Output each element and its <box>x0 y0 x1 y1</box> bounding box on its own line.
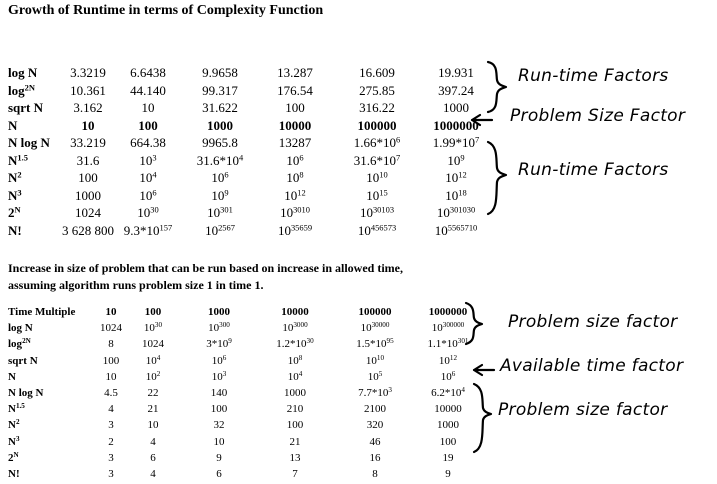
table-cell: 33.219 <box>70 135 106 150</box>
row-label: N log N <box>8 387 44 399</box>
table-cell: 210 <box>286 403 304 416</box>
table-cell: $31.6*10^4$ <box>196 151 244 168</box>
table-cell: 100 <box>144 306 162 318</box>
table-cell: $10^6$ <box>286 151 304 168</box>
table-cell: 19.931 <box>438 65 474 80</box>
table-cell: $10^{12}$ <box>438 353 458 367</box>
table-cell: 10 <box>105 370 117 383</box>
table-cell: 10 <box>105 306 117 318</box>
table-cell: $10^2$ <box>145 369 161 383</box>
table-cell: $6.2*10^4$ <box>431 386 465 399</box>
table-cell: 1000 <box>284 387 306 399</box>
table-cell: 8 <box>372 468 378 480</box>
table-cell: $10^6$ <box>440 369 456 383</box>
table-cell: 176.54 <box>277 82 313 98</box>
table-cell: 10 <box>147 419 159 432</box>
row-label: $N^2$ <box>8 418 20 432</box>
table-cell: $10^6$ <box>211 169 229 185</box>
table-cell: 10 <box>213 435 225 448</box>
brace-icon <box>466 303 482 344</box>
table-cell: $10^{301}$ <box>207 204 233 220</box>
table-cell: 10000 <box>278 117 312 133</box>
table-cell: $10^{18}$ <box>445 186 467 203</box>
row-label: $2^N$ <box>8 204 21 220</box>
table-cell: 13.287 <box>277 65 313 80</box>
table-cell: 99.317 <box>202 82 238 98</box>
table-cell: 44.140 <box>130 82 166 98</box>
table-cell: $10^4$ <box>145 353 161 367</box>
table-cell: $10^3$ <box>139 151 157 168</box>
table-cell: 664.38 <box>130 135 166 150</box>
table-cell: $10^9$ <box>211 186 229 203</box>
row-label: $2^N$ <box>8 450 19 464</box>
table-cell: 275.85 <box>359 82 395 98</box>
table-cell: 9 <box>445 468 451 480</box>
table-cell: $10^8$ <box>286 169 304 185</box>
table-cell: 19 <box>442 451 454 464</box>
table-cell: $10^{30}$ <box>143 321 163 335</box>
row-label: $\log^{2N}$ <box>8 81 35 98</box>
table-cell: $1.5*10^{95}$ <box>356 337 394 351</box>
runtime-factors-note: Run-time Factors <box>518 66 669 86</box>
table-cell: $10^{3010}$ <box>280 204 310 220</box>
table-cell: $10^{30000}$ <box>360 321 390 335</box>
table-cell: 1024 <box>142 338 164 351</box>
table-cell: 6.6438 <box>130 65 166 80</box>
table-cell: 6 <box>216 468 222 480</box>
table-cell: $10^{300000}$ <box>431 321 465 335</box>
table-cell: 10.361 <box>70 82 106 98</box>
table-cell: 1000000 <box>433 117 479 133</box>
row-label: sqrt N <box>8 100 44 115</box>
table-cell: $10^{3000}$ <box>282 321 308 335</box>
table-cell: 9 <box>216 451 222 464</box>
table-cell: 1024 <box>75 205 101 220</box>
runtime-factors-note: Run-time Factors <box>518 160 669 180</box>
table-cell: $10^{10}$ <box>365 353 385 367</box>
table-cell: 100 <box>138 117 158 133</box>
row-label: N <box>8 370 16 383</box>
table-cell: 3.3219 <box>70 65 106 80</box>
table-cell: 16.609 <box>359 65 395 80</box>
intro-line-1: Increase in size of problem that can be run based on increase in allowed time, <box>8 261 403 275</box>
arrow-left-icon <box>472 115 492 125</box>
table-cell: $7.7*10^3$ <box>358 386 392 399</box>
table-cell: $10^{2567}$ <box>205 221 235 238</box>
table-cell: $10^{5565710}$ <box>434 221 478 238</box>
table-cell: 397.24 <box>438 82 474 98</box>
table-cell: 1000 <box>437 419 459 432</box>
table-cell: 100 <box>286 419 304 432</box>
table-cell: 4 <box>108 403 114 416</box>
table-cell: 3 <box>108 451 114 464</box>
row-label: $N^{1.5}$ <box>8 151 28 168</box>
row-label: N log N <box>8 135 50 150</box>
table-cell: 10 <box>81 117 95 133</box>
table-cell: 4 <box>150 435 156 448</box>
table-cell: $10^8$ <box>287 353 303 367</box>
table-cell: $10^{12}$ <box>445 169 467 185</box>
table-cell: 9965.8 <box>202 135 238 150</box>
table-cell: 1000 <box>207 117 233 133</box>
table-cell: 100 <box>210 403 228 416</box>
table-cell: $9.3*10^{157}$ <box>123 221 173 238</box>
arrow-left-icon <box>474 365 494 375</box>
row-label: $N^2$ <box>8 169 22 185</box>
table-cell: 46 <box>369 435 381 448</box>
table-cell: 100 <box>78 170 98 185</box>
table-cell: 13287 <box>278 135 312 150</box>
table-cell: $1.66*10^6$ <box>353 134 401 150</box>
problem-size-factor-note: Problem size factor <box>508 312 678 332</box>
table-cell: 2100 <box>364 403 386 416</box>
row-label: log N <box>8 65 38 80</box>
table-cell: 31.6 <box>76 152 100 168</box>
table-cell: 140 <box>210 387 228 399</box>
table-cell: 1024 <box>100 322 122 335</box>
row-label: N! <box>8 222 22 238</box>
table-cell: $10^6$ <box>139 186 157 203</box>
table-cell: 4 <box>150 468 156 480</box>
table-cell: $1.1*10^{301}$ <box>427 337 469 351</box>
table-cell: 4.5 <box>104 387 118 399</box>
row-label: log N <box>8 322 33 335</box>
table-cell: 100000 <box>358 306 392 318</box>
table-cell: 10000 <box>434 403 462 416</box>
available-time-factor-note: Available time factor <box>500 356 684 376</box>
table-cell: $10^{35659}$ <box>277 221 313 238</box>
row-label: N! <box>8 468 20 480</box>
table-cell: 10 <box>141 100 155 115</box>
table-cell: 6 <box>150 451 156 464</box>
row-label: N <box>8 117 18 133</box>
table-cell: $10^{30103}$ <box>359 204 395 220</box>
table-cell: 100 <box>102 354 120 367</box>
table-cell: 1000 <box>75 187 101 203</box>
table-cell: 1000 <box>208 306 230 318</box>
table-cell: 320 <box>366 419 384 432</box>
brace-icon <box>488 62 506 112</box>
table-cell: $31.6*10^7$ <box>353 151 401 168</box>
table-cell: 13 <box>289 451 301 464</box>
row-label: Time Multiple <box>8 306 76 318</box>
table-cell: $10^{30}$ <box>137 204 159 220</box>
table-cell: $10^5$ <box>367 369 383 383</box>
table-cell: $1.2*10^{30}$ <box>276 337 314 351</box>
table-cell: 1000000 <box>428 306 468 318</box>
table-cell: 22 <box>147 387 159 399</box>
row-label: $\log^{2N}$ <box>8 337 31 351</box>
row-label: $N^3$ <box>8 434 20 448</box>
table-cell: $10^{301030}$ <box>436 204 476 220</box>
brace-icon <box>488 142 506 214</box>
table-cell: 7 <box>292 468 298 480</box>
row-label: $N^3$ <box>8 186 22 203</box>
problem-size-factor-note: Problem size factor <box>498 400 668 420</box>
table-cell: 316.22 <box>359 100 395 115</box>
table-cell: $10^3$ <box>211 369 227 383</box>
table-cell: 2 <box>108 435 114 448</box>
table-cell: 3.162 <box>73 100 103 115</box>
row-label: $N^{1.5}$ <box>8 402 25 416</box>
row-label: sqrt N <box>8 354 38 367</box>
table-cell: 9.9658 <box>202 65 238 80</box>
table-cell: $10^{456573}$ <box>357 221 397 238</box>
table-cell: 8 <box>108 338 114 351</box>
brace-icon <box>474 384 491 452</box>
table-cell: 100000 <box>357 117 397 133</box>
table-cell: 100 <box>285 100 305 115</box>
table-cell: $10^{12}$ <box>284 186 306 203</box>
table-cell: 3 628 800 <box>62 222 114 238</box>
table-cell: 31.622 <box>202 100 238 115</box>
table-cell: $3*10^9$ <box>206 337 232 351</box>
table-cell: $10^{10}$ <box>366 169 388 185</box>
table-cell: $10^9$ <box>447 151 465 168</box>
table-cell: $10^{300}$ <box>208 321 230 335</box>
table-cell: 21 <box>289 435 301 448</box>
table-cell: $10^4$ <box>287 369 303 383</box>
table-cell: $10^{15}$ <box>366 186 388 203</box>
table-cell: 32 <box>213 419 225 432</box>
table-cell: 21 <box>147 403 159 416</box>
table-cell: $10^6$ <box>211 353 227 367</box>
table-cell: $10^4$ <box>139 169 157 185</box>
table-cell: 3 <box>108 419 114 432</box>
table-cell: 100 <box>439 435 457 448</box>
table-cell: $1.99*10^7$ <box>432 134 480 150</box>
intro-line-2: assuming algorithm runs problem size 1 in time 1. <box>8 278 264 292</box>
table-cell: 16 <box>369 451 381 464</box>
page-title: Growth of Runtime in terms of Complexity Function <box>8 3 324 18</box>
table-cell: 3 <box>108 468 114 480</box>
table-cell: 10000 <box>281 306 309 318</box>
problem-size-factor-note: Problem Size Factor <box>510 106 686 126</box>
table-cell: 1000 <box>443 100 469 115</box>
